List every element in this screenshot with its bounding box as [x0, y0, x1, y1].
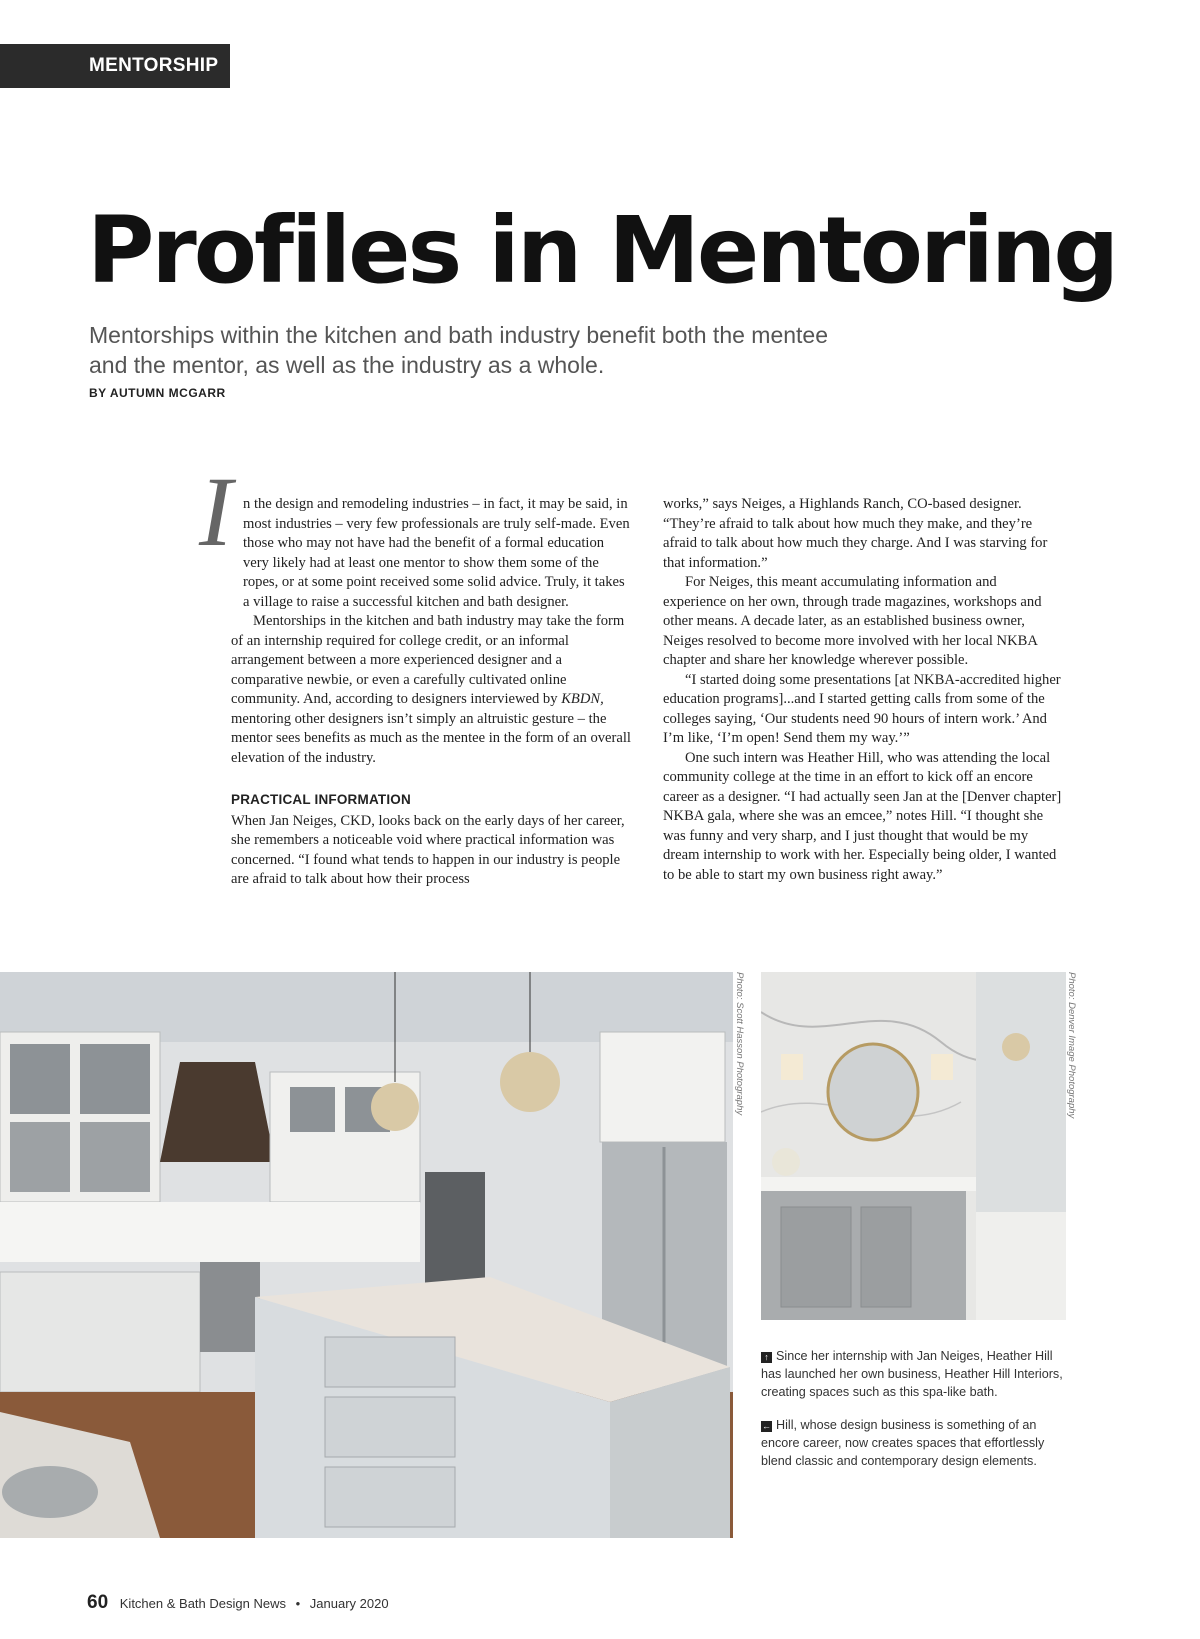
- page-title: Profiles in Mentoring: [87, 197, 1117, 304]
- paragraph-intro: n the design and remodeling industries – in fact, it may be said, in most industries – very few professionals are truly self-made. Even those who may not have had the benefit of a formal education very likely had at least one mentor to show them some of the ropes, or at some point received some solid advice. Truly, it takes a village to raise a successful kitchen and bath designer.: [243, 496, 630, 610]
- footer-separator: •: [295, 1596, 301, 1611]
- arrow-left-icon: ←: [762, 1421, 771, 1431]
- page-footer: [87, 1592, 389, 1614]
- photo-credit-kitchen: Photo: Scott Hasson Photography: [734, 972, 745, 1116]
- paragraph-continued: works,” says Neiges, a Highlands Ranch, CO-based designer. “They’re afraid to talk about how much they make, and they’re afraid to talk about how much they charge. And I was starving for that information.”: [663, 496, 1048, 571]
- issue-date: January 2020: [309, 1596, 389, 1611]
- photo-credit-bath: Photo: Denver Image Photography: [1066, 972, 1077, 1119]
- kitchen-photo: [0, 972, 733, 1538]
- paragraph-presentations: “I started doing some presentations [at NKBA-accredited higher education programs]...and I started getting calls from some of the colleges saying, ‘Our students need 90 hours of intern work.’ And I’m like, ‘I’m open! Send them my way.’”: [663, 671, 1061, 746]
- page-number: 60: [87, 1592, 109, 1613]
- arrow-up-icon: ↑: [761, 1352, 772, 1363]
- paragraph-accumulating: For Neiges, this meant accumulating information and experience on her own, through trade magazines, workshops and other means. A decade later, as an established business owner, Neiges resolved to become more involved with her local NKBA chapter and share her knowledge wherever possible.: [663, 574, 1042, 668]
- subhead-practical-information: PRACTICAL INFORMATION: [231, 792, 411, 807]
- section-tag: MENTORSHIP: [0, 44, 230, 88]
- bath-photo: [761, 972, 1066, 1320]
- deck: Mentorships within the kitchen and bath industry benefit both the mentee and the mentor, as well as the industry as a whole.: [89, 322, 829, 378]
- article-column-left: [231, 495, 631, 890]
- paragraph-heather-hill: One such intern was Heather Hill, who was attending the local community college at the time in an effort to kick off an encore career as a designer. “I had actually seen Jan at the [Denver chapter] NKBA gala, where she was an emcee,” notes Hill. “I thought she was funny and very sharp, and I just thought that would be my dream internship to work with her. Especially being older, I wanted to be able to start my own business right away.”: [663, 749, 1062, 883]
- caption-kitchen: ← Hill, whose design business is something of an encore career, now creates spaces that effortlessly blend classic and contemporary design elements.: [761, 1418, 1045, 1468]
- caption-bath: ↑ Since her internship with Jan Neiges, Heather Hill has launched her own business, Heather Hill Interiors, creating spaces such as this spa-like bath.: [761, 1349, 1063, 1399]
- byline: BY AUTUMN MCGARR: [89, 386, 226, 400]
- article-column-right: [663, 495, 1063, 885]
- drop-cap: I: [199, 456, 233, 567]
- publication-name: Kitchen & Bath Design News: [119, 1596, 286, 1611]
- paragraph-neiges: When Jan Neiges, CKD, looks back on the early days of her career, she remembers a noticeable void where practical information was concerned. “I found what tends to happen in our industry is people are afraid to talk about how their process: [231, 812, 625, 887]
- paragraph-mentorships: Mentorships in the kitchen and bath industry may take the form of an internship required for college credit, or an informal arrangement between a more experienced designer and a comparative newbie, or even a carefully cultivated online community. And, according to designers interviewed by KBDN, mentoring other designers isn’t simply an altruistic gesture – the mentor sees benefits as much as the mentee in the form of an overall elevation of the industry.: [231, 613, 631, 766]
